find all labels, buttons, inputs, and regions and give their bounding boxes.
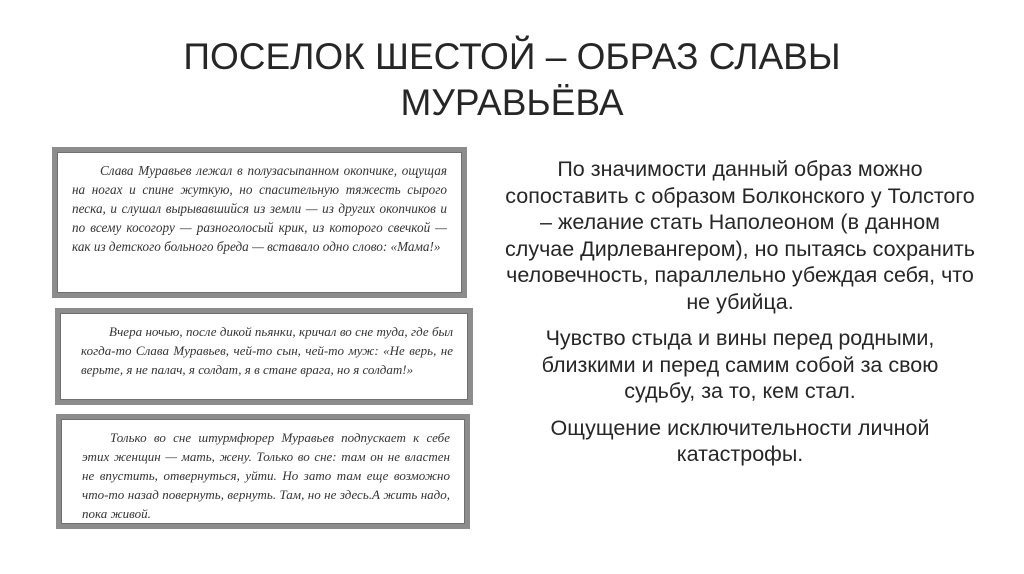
analysis-paragraph-1: По значимости данный образ можно сопоставить с образом Болконского у Толстого – желание стать Наполеоном (в данном случае Дирлевангером), но пытаясь сохранить человечность, параллельно убеждая себя, что не убийца. [505,157,975,314]
quote-frame [61,419,465,524]
quote-box-2 [55,308,473,405]
quote-frame [57,152,462,293]
analysis-paragraph-2: Чувство стыда и вины перед родными, близкими и перед самим собой за свою судьбу, за то, кем стал. [541,326,939,403]
quote-box-1 [52,147,467,298]
analysis-paragraph-3: Ощущение исключительности личной катастрофы. [550,415,930,466]
analysis-text-block [505,156,975,478]
quote-text: Вчера ночью, после дикой пьянки, кричал во сне туда, где был когда-то Слава Муравьев, чей-то сын, чей-то муж: «Не верь, не верьте, я не палач, я солдат, я в стане врага, но я солдат!» [81,324,453,377]
quote-frame [60,313,468,400]
quote-text: Только во сне штурмфюрер Муравьев подпускает к себе этих женщин — мать, жену. Только во сне: там он не властен не впустить, отвернуться, уйти. Но зато там еще возможно что-то назад повернуть, вернуть. Там, но не здесь.А жить надо, пока живой. [82,430,450,521]
slide-title: ПОСЕЛОК ШЕСТОЙ – ОБРАЗ СЛАВЫ МУРАВЬЁВА [183,36,841,123]
quote-box-3 [56,414,470,529]
quote-text: Слава Муравьев лежал в полузасыпанном окопчике, ощущая на ногах и спине жуткую, но спасительную тяжесть сырого песка, и слушал вырывавшийся из земли — из других окопчиков и по всему косогору — разноголосый крик, из которого свечкой — как из детского больного бреда — вставало одно слово: «Мама!» [72,163,447,254]
